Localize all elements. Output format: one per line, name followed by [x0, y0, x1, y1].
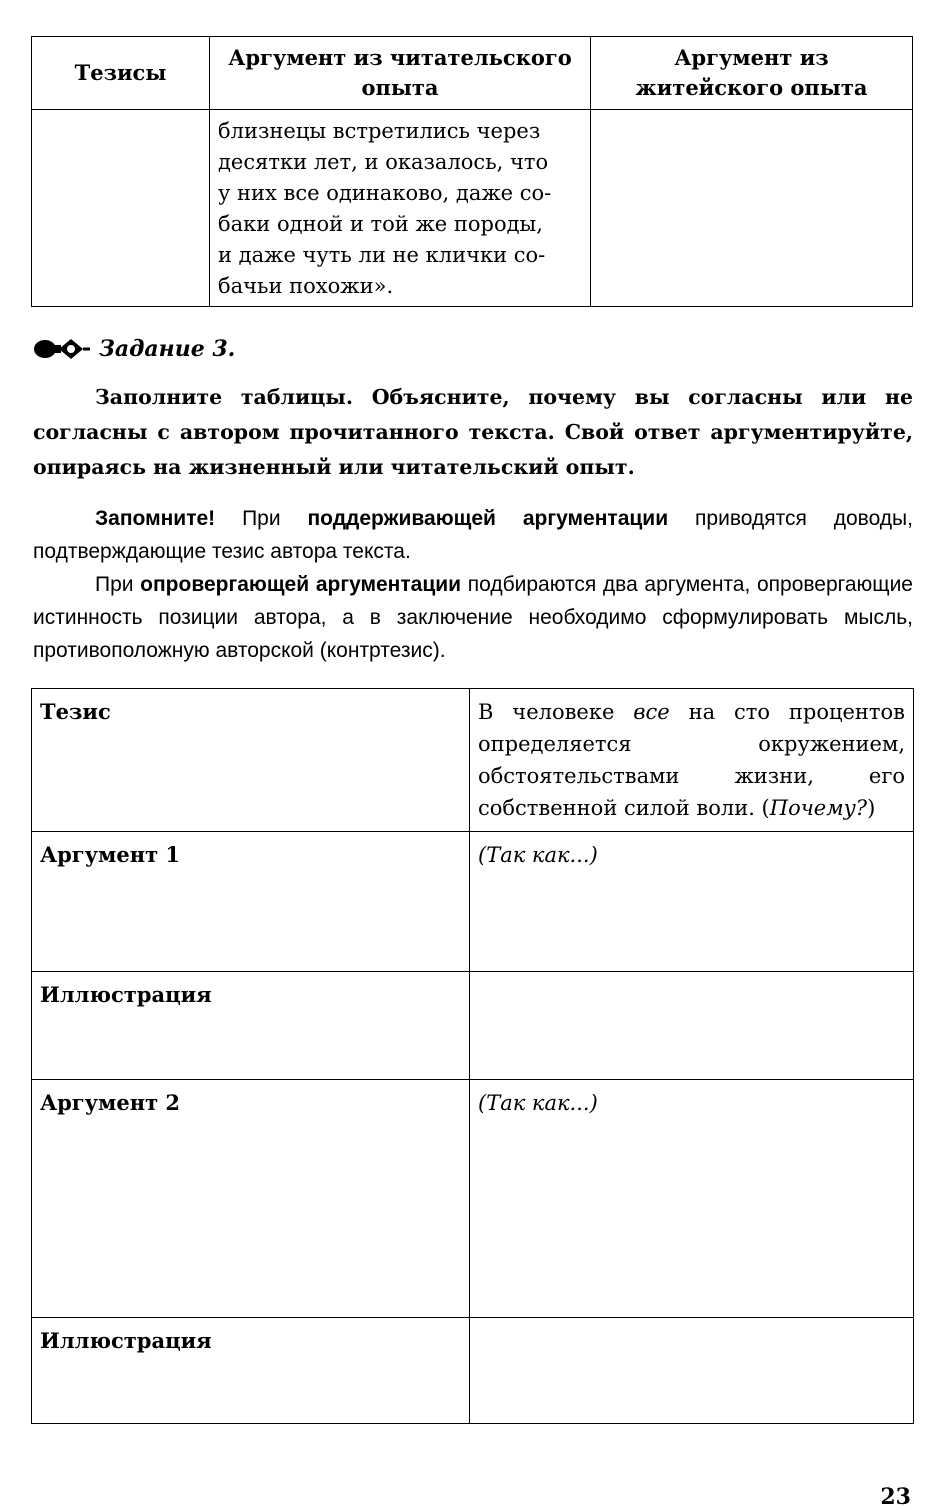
argument2-label: Аргумент 2	[32, 1080, 470, 1318]
term-supporting: поддерживающей аргументации	[307, 507, 669, 530]
text-line: баки одной и той же породы,	[218, 212, 543, 236]
text-line: бачьи похожи».	[218, 274, 394, 298]
text-line: и даже чуть ли не клички со-	[218, 243, 546, 267]
illustration1-label: Иллюстрация	[32, 972, 470, 1080]
cell-life-argument[interactable]	[591, 110, 913, 307]
header-life-argument: Аргумент из житейского опыта	[591, 37, 913, 110]
illustration2-cell[interactable]	[470, 1318, 914, 1424]
task-instruction: Заполните таблицы. Объясните, почему вы согласны или не согласны с автором прочитанного текста. Свой ответ аргументируйте, опираясь на жизненный или читательский опыт.	[33, 385, 913, 479]
task-heading	[33, 334, 913, 364]
header-theses: Тезисы	[32, 37, 210, 110]
table-row	[32, 689, 914, 832]
argument1-label: Аргумент 1	[32, 832, 470, 972]
arguments-table	[31, 36, 913, 307]
table-row	[32, 1318, 914, 1424]
argument2-cell[interactable]: (Так как...)	[470, 1080, 914, 1318]
page-number: 23	[880, 1484, 911, 1510]
illustration2-label: Иллюстрация	[32, 1318, 470, 1424]
cell-reading-argument[interactable]	[210, 110, 591, 307]
cell-thesis[interactable]	[32, 110, 210, 307]
thesis-text-part: на сто процентов определяется окружением, обстоятельствами жизни, его собственной силой воли. (	[478, 700, 905, 820]
note-text: приводятся доводы, подтверждающие тезис автора текста.	[33, 507, 913, 563]
term-refuting: опровергающей аргументации	[140, 573, 462, 596]
note-text: При	[95, 573, 141, 596]
thesis-text-emphasis: все	[633, 700, 670, 724]
note-text: При	[215, 507, 308, 530]
table-row	[32, 832, 914, 972]
refutation-table	[31, 688, 914, 1424]
table-row	[32, 110, 913, 307]
argument1-cell[interactable]: (Так как...)	[470, 832, 914, 972]
note-supporting	[33, 502, 913, 568]
note-lead: Запомните!	[95, 507, 216, 530]
thesis-text-part: В человеке	[478, 700, 634, 724]
header-reading-argument: Аргумент из читательского опыта	[210, 37, 591, 110]
task-title: Задание 3.	[99, 336, 236, 362]
text-line: у них все одинаково, даже со-	[218, 181, 552, 205]
table-row	[32, 1080, 914, 1318]
task-section	[33, 334, 913, 667]
note-text: подбираются два аргумента, опровергающие истинность позиции автора, а в заключение необходимо сформулировать мысль, противоположную авторской (контртезис).	[33, 573, 913, 662]
note-refuting	[33, 568, 913, 667]
table-header-row	[32, 37, 913, 110]
thesis-text	[470, 689, 914, 832]
pen-nib-icon	[33, 334, 91, 364]
text-line: десятки лет, и оказалось, что	[218, 150, 549, 174]
table-row	[32, 972, 914, 1080]
illustration1-cell[interactable]	[470, 972, 914, 1080]
text-line: близнецы встретились через	[218, 119, 541, 143]
thesis-text-part: )	[867, 796, 876, 820]
thesis-question: Почему?	[769, 796, 868, 820]
thesis-label: Тезис	[32, 689, 470, 832]
